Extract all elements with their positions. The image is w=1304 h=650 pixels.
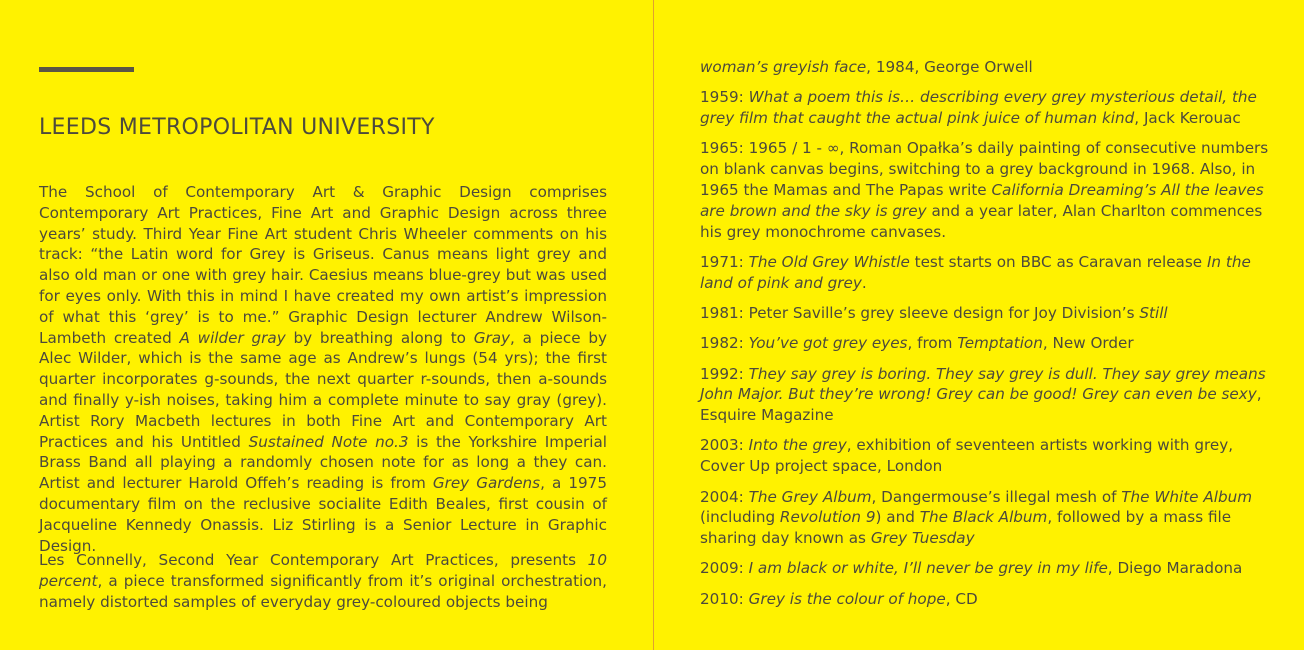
timeline-entry xyxy=(700,487,1270,549)
text-run: . xyxy=(861,273,867,292)
italic-title-run: You’ve got grey eyes xyxy=(748,334,908,353)
italic-title-run: Gray xyxy=(473,328,511,347)
timeline-entry xyxy=(700,87,1270,129)
text-run: 1965: 1965 / 1 - ∞, Roman Opałka’s daily painting of consecutive numbers on blank canvas begins, switching to a grey background in 1968. Also, in 1965 the Mamas and The Papas write xyxy=(700,139,1269,199)
italic-title-run: Into the grey xyxy=(748,436,847,455)
text-run: 1959: xyxy=(700,88,749,107)
text-run: 2009: xyxy=(700,559,749,578)
text-run: , followed by a mass file sharing day known as xyxy=(700,508,1232,548)
text-run: 2003: xyxy=(700,436,749,455)
timeline-entry xyxy=(700,303,1270,324)
timeline-entry xyxy=(700,364,1270,426)
text-run: 1981: Peter Saville’s grey sleeve design for Joy Division’s xyxy=(700,303,1140,322)
timeline-entry xyxy=(700,57,1270,78)
text-run: is the Yorkshire Imperial Brass Band all playing a randomly chosen note for as long a they can. Artist and lecturer Harold Offeh’s reading is from xyxy=(39,432,608,493)
italic-title-run: Grey Gardens xyxy=(432,474,541,493)
italic-title-run: The Black Album xyxy=(919,508,1048,527)
text-run: , Dangermouse’s illegal mesh of xyxy=(871,487,1122,506)
italic-title-run: California Dreaming’s All the leaves are brown and the sky is grey xyxy=(700,180,1264,220)
text-run: , Esquire Magazine xyxy=(700,385,1262,425)
italic-title-run: Temptation xyxy=(957,334,1043,353)
right-page xyxy=(700,57,1270,619)
text-run: The School of Contemporary Art & Graphic Design comprises Contemporary Art Practices, Fine Art and Graphic Design across three years’ study. Third Year Fine Art student Chris Wheeler comments on his track: “the Latin word for Grey is Griseus. Canus means light grey and also old man or one with grey hair. Caesius means blue-grey but was used for eyes only. With this in mind I have created my own artist’s impression of what this ‘grey’ is to me.” Graphic Design lecturer Andrew Wilson-Lambeth created xyxy=(39,183,607,347)
text-run: , exhibition of seventeen artists working with grey, Cover Up project space, London xyxy=(700,436,1234,476)
text-run: by breathing along to xyxy=(285,328,474,347)
timeline-entry xyxy=(700,558,1270,579)
text-run: ) and xyxy=(875,508,920,527)
text-run: and a year later, Alan Charlton commences his grey monochrome canvases. xyxy=(700,201,1263,241)
decorative-rule xyxy=(39,67,134,72)
text-run: , Jack Kerouac xyxy=(1134,109,1241,128)
italic-title-run: Grey Tuesday xyxy=(870,529,975,548)
italic-title-run: 10 percent xyxy=(39,551,607,590)
timeline-entry xyxy=(700,435,1270,477)
text-run: , New Order xyxy=(1042,334,1134,353)
text-run: 2004: xyxy=(700,487,749,506)
italic-title-run: woman’s greyish face xyxy=(700,58,867,76)
body-paragraph xyxy=(39,182,607,556)
italic-title-run: A wilder gray xyxy=(179,328,286,347)
italic-title-run: The Grey Album xyxy=(748,487,872,506)
text-run: 1982: xyxy=(700,334,749,353)
timeline-entry xyxy=(700,252,1270,294)
timeline-entry xyxy=(700,589,1270,610)
text-run: , a piece transformed significantly from it’s original orchestration, namely distorted samples of everyday grey-coloured objects being xyxy=(39,571,607,611)
page-gutter-line xyxy=(653,0,654,650)
italic-title-run: Revolution 9 xyxy=(779,508,876,527)
body-paragraph xyxy=(39,550,607,612)
text-run: 2010: xyxy=(700,589,749,608)
text-run: , CD xyxy=(945,589,978,608)
italic-title-run: The White Album xyxy=(1121,487,1253,506)
text-run: , from xyxy=(907,334,958,353)
text-run: test starts on BBC as Caravan release xyxy=(909,252,1207,271)
italic-title-run: Still xyxy=(1139,303,1168,322)
timeline-entry xyxy=(700,138,1270,242)
text-run: 1971: xyxy=(700,252,749,271)
italic-title-run: The Old Grey Whistle xyxy=(748,252,910,271)
italic-title-run: Sustained Note no.3 xyxy=(248,432,409,451)
italic-title-run: What a poem this is… describing every grey mysterious detail, the grey film that caught the actual pink juice of human kind xyxy=(700,88,1257,128)
text-run: , Diego Maradona xyxy=(1107,559,1243,578)
text-run: , a 1975 documentary film on the reclusive socialite Edith Beales, first cousin of Jacqueline Kennedy Onassis. Liz Stirling is a Senior Lecture in Graphic Design. xyxy=(39,474,607,555)
text-run: Les Connelly, Second Year Contemporary Art Practices, presents xyxy=(39,551,588,569)
italic-title-run: They say grey is boring. They say grey is dull. They say grey means John Major. But they’re wrong! Grey can be good! Grey can even be sexy xyxy=(700,364,1266,404)
text-run: 1992: xyxy=(700,364,749,383)
page-title: LEEDS METROPOLITAN UNIVERSITY xyxy=(39,115,435,140)
text-run: (including xyxy=(700,508,780,527)
italic-title-run: I am black or white, I’ll never be grey in my life xyxy=(748,559,1108,578)
text-run: , 1984, George Orwell xyxy=(866,58,1033,76)
text-run: , a piece by Alec Wilder, which is the same age as Andrew’s lungs (54 yrs); the first quarter incorporates g-sounds, the next quarter r-sounds, then a-sounds and finally y-ish noises, taking him a complete minute to say gray (grey). Artist Rory Macbeth lectures in both Fine Art and Contemporary Art Practices and his Untitled xyxy=(39,328,607,451)
timeline-entry xyxy=(700,333,1270,354)
italic-title-run: In the land of pink and grey xyxy=(700,252,1251,292)
italic-title-run: Grey is the colour of hope xyxy=(748,589,946,608)
